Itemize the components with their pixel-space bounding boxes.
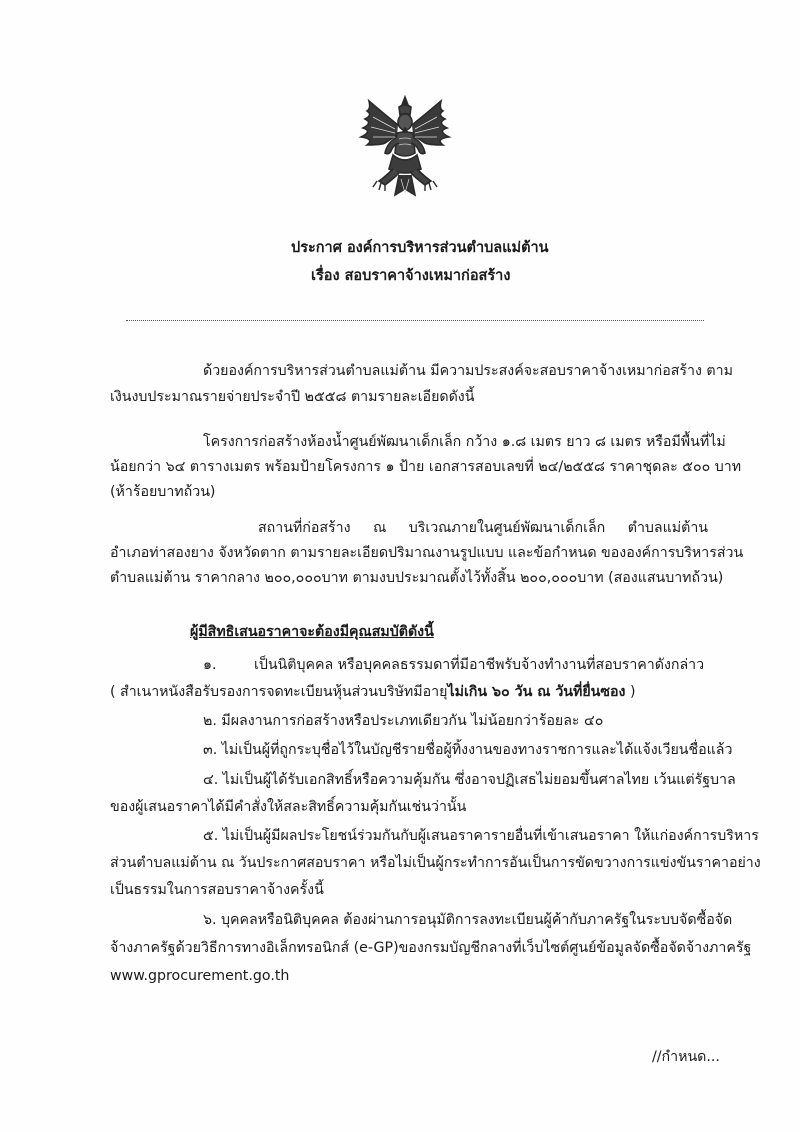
qualification-6-line-1: ๖. บุคคลหรือนิติบุคคล ต้องผ่านการอนุมัติการลงทะเบียนผู้ค้ากับภาครัฐในระบบจัดซื้อจัด (203, 912, 733, 928)
location-at: ณ (373, 520, 387, 536)
qualification-1-text: เป็นนิติบุคคล หรือบุคคลธรรมดาที่มีอาชีพรับจ้างทำงานที่สอบราคาดังกล่าว (254, 657, 705, 673)
intro-line-2: เงินงบประมาณรายจ่ายประจำปี ๒๕๕๘ ตามรายละเอียดดังนี้ (110, 389, 475, 405)
announcement-subject: เรื่อง สอบราคาจ้างเหมาก่อสร้าง (311, 268, 511, 284)
qualification-5-line-3: เป็นธรรมในการสอบราคาจ้างครั้งนี้ (110, 882, 324, 898)
location-line-1 (258, 518, 708, 538)
qualification-1-note-end: ) (625, 684, 636, 700)
qualifications-heading: ผู้มีสิทธิเสนอราคาจะต้องมีคุณสมบัติดังนี้ (190, 624, 434, 640)
project-line-3: (ห้าร้อยบาทถ้วน) (110, 484, 216, 500)
qualification-5-line-1: ๕. ไม่เป็นผู้มีผลประโยชน์ร่วมกันกับผู้เสนอราคารายอื่นที่เข้าเสนอราคา ให้แก่องค์การบริหาร (203, 828, 759, 844)
qualification-4-line-2: ของผู้เสนอราคาได้มีคำสั่งให้สละสิทธิ์ความคุ้มกันเช่นว่านั้น (110, 799, 467, 815)
location-line-2: อำเภอท่าสองยาง จังหวัดตาก ตามรายละเอียดปริมาณงานรูปแบบ และข้อกำหนด ขององค์การบริหารส่วน (110, 545, 744, 561)
project-line-2: น้อยกว่า ๖๔ ตารางเมตร พร้อมป้ายโครงการ ๑ ป้าย เอกสารสอบเลขที่ ๒๔/๒๕๕๘ ราคาชุดละ ๕๐๐ บาท (110, 459, 742, 475)
qualification-1-note-bold: ไม่เกิน ๖๐ วัน ณ วันที่ยื่นซอง (447, 684, 626, 700)
location-label: สถานที่ก่อสร้าง (258, 520, 351, 536)
separator-line (126, 320, 704, 321)
qualification-4-line-1: ๔. ไม่เป็นผู้ได้รับเอกสิทธิ์หรือความคุ้มกัน ซึ่งอาจปฏิเสธไม่ยอมขึ้นศาลไทย เว้นแต่รัฐบาล (203, 772, 736, 788)
qualification-2: ๒. มีผลงานการก่อสร้างหรือประเภทเดียวกัน ไม่น้อยกว่าร้อยละ ๔๐ (203, 713, 604, 729)
announcement-title: ประกาศ องค์การบริหารส่วนตำบลแม่ต้าน (291, 240, 549, 256)
project-line-1: โครงการก่อสร้างห้องน้ำศูนย์พัฒนาเด็กเล็ก กว้าง ๑.๘ เมตร ยาว ๘ เมตร หรือมีพื้นที่ไม่ (203, 434, 726, 450)
garuda-emblem-icon (355, 95, 455, 200)
qualification-1-number: ๑. (203, 657, 217, 673)
location-place: บริเวณภายในศูนย์พัฒนาเด็กเล็ก (408, 520, 606, 536)
qualification-6-website: www.gprocurement.go.th (110, 968, 290, 984)
qualification-5-line-2: ส่วนตำบลแม่ต้าน ณ วันประกาศสอบราคา หรือไม่เป็นผู้กระทำการอันเป็นการขัดขวางการแข่งขันราคาอย่าง (110, 855, 761, 871)
intro-line-1: ด้วยองค์การบริหารส่วนตำบลแม่ต้าน มีความประสงค์จะสอบราคาจ้างเหมาก่อสร้าง ตาม (203, 363, 733, 379)
location-subdistrict: ตำบลแม่ต้าน (627, 520, 708, 536)
qualification-1-note-start: ( สำเนาหนังสือรับรองการจดทะเบียนหุ้นส่วนบริษัทมีอายุ (110, 684, 448, 700)
continued-marker: //กำหนด... (652, 1049, 720, 1065)
qualification-1-note (110, 682, 635, 702)
qualification-6-line-2: จ้างภาครัฐด้วยวิธีการทางอิเล็กทรอนิกส์ (e-GP)ของกรมบัญชีกลางที่เว็บไซต์ศูนย์ข้อมูลจัดซื้อจัดจ้างภาครัฐ (110, 940, 752, 956)
qualification-3: ๓. ไม่เป็นผู้ที่ถูกระบุชื่อไว้ในบัญชีรายชื่อผู้ทิ้งงานของทางราชการและได้แจ้งเวียนชื่อแล้ว (203, 742, 733, 758)
location-line-3: ตำบลแม่ต้าน ราคากลาง ๒๐๐,๐๐๐บาท ตามงบประมาณตั้งไว้ทั้งสิ้น ๒๐๐,๐๐๐บาท (สองแสนบาทถ้วน) (110, 570, 724, 586)
